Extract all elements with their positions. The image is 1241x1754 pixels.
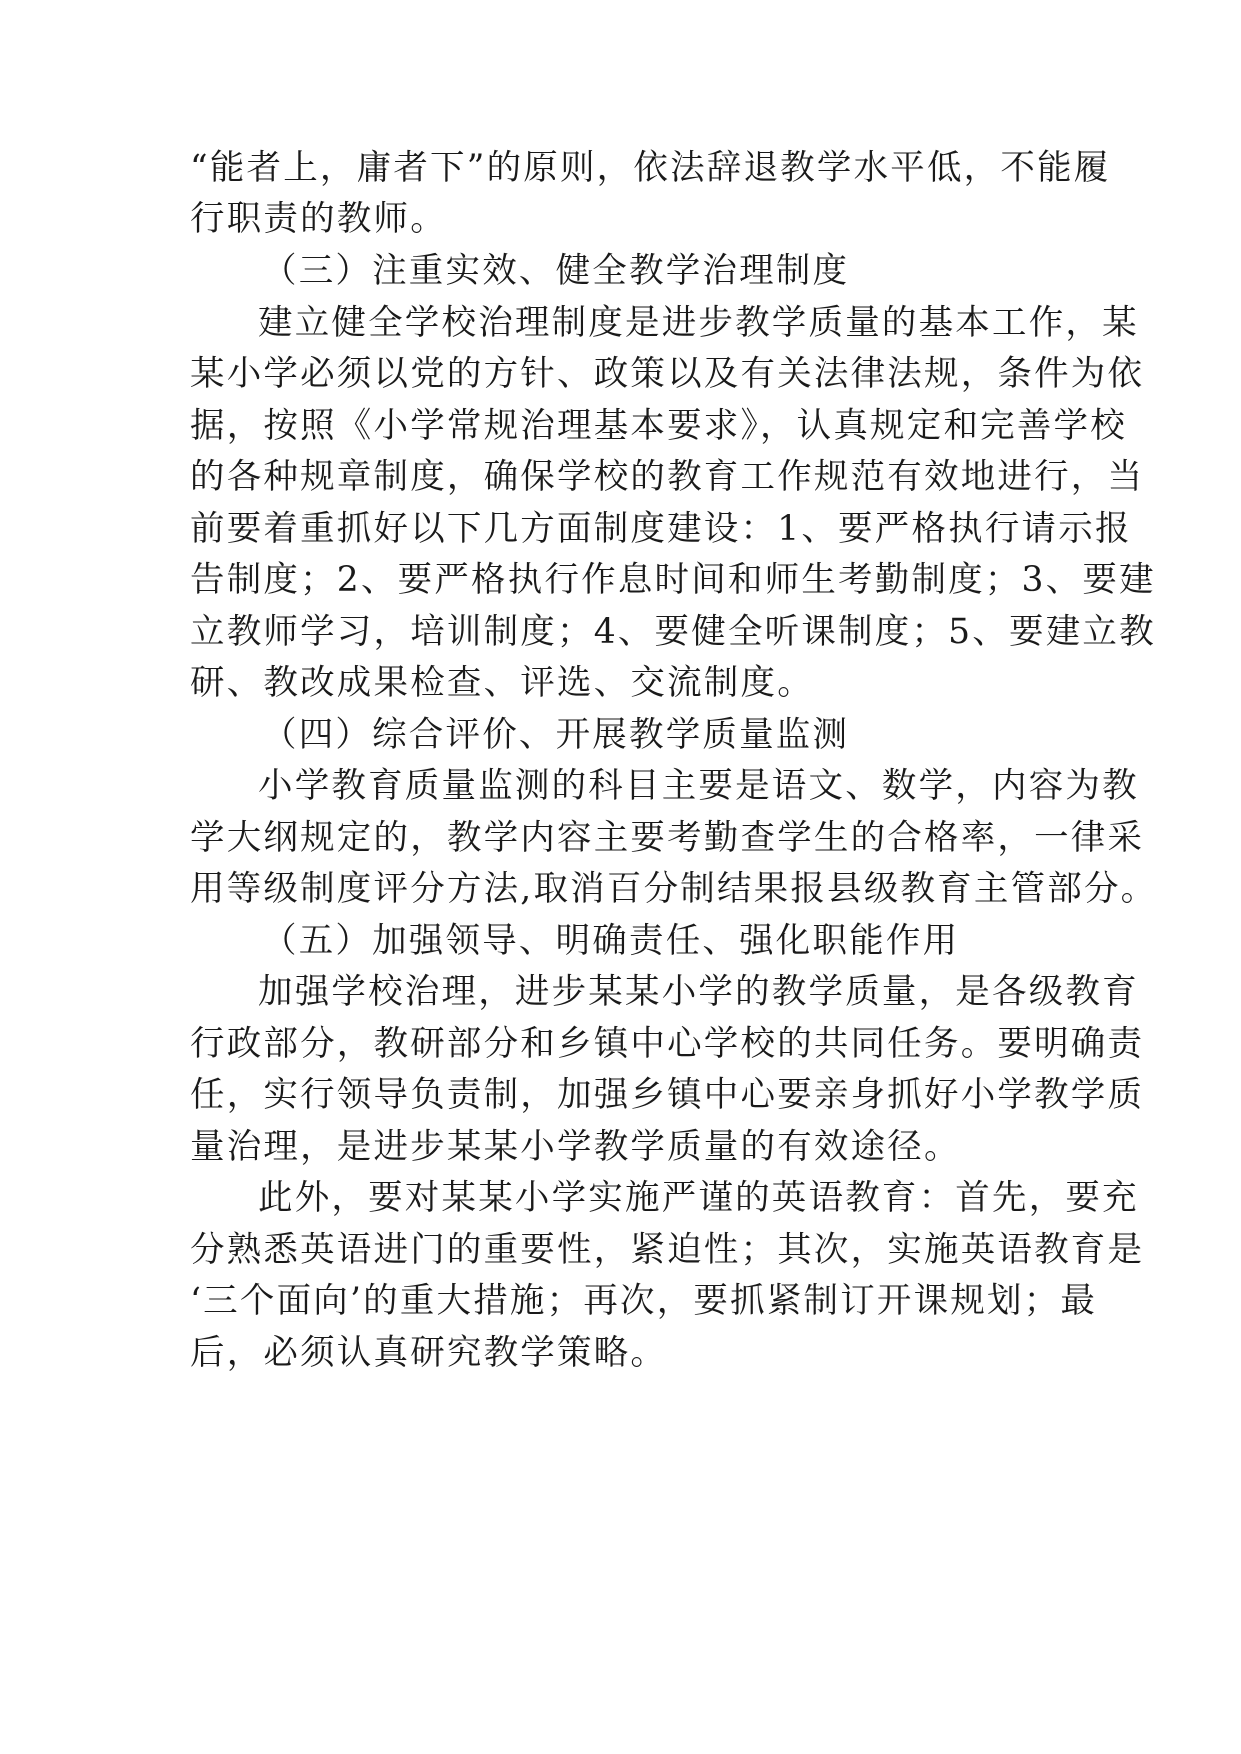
text-line: 用等级制度评分方法,取消百分制结果报县级教育主管部分。 [190,869,1158,909]
text-line: 的各种规章制度，确保学校的教育工作规范有效地进行，当 [190,457,1145,497]
section-heading: （三）注重实效、健全教学治理制度 [262,251,850,291]
text-line: 加强学校治理，进步某某小学的教学质量，是各级教育 [258,972,1139,1012]
text-line: 任，实行领导负责制，加强乡镇中心要亲身抓好小学教学质 [190,1075,1145,1115]
text-line: 立教师学习，培训制度；4、要健全听课制度；5、要建立教 [190,612,1156,652]
text-line: 后，必须认真研究教学策略。 [190,1333,668,1373]
text-line: 分熟悉英语进门的重要性，紧迫性；其次，实施英语教育是 [190,1230,1145,1270]
text-line: 某小学必须以党的方针、政策以及有关法律法规，条件为依 [190,354,1145,394]
text-line: 行职责的教师。 [190,199,447,239]
text-line: “能者上，庸者下”的原则，依法辞退教学水平低，不能履 [190,148,1111,188]
text-line: 行政部分，教研部分和乡镇中心学校的共同任务。要明确责 [190,1024,1145,1064]
text-line: ‘三个面向’的重大措施；再次，要抓紧制订开课规划；最 [190,1281,1098,1321]
text-line: 据，按照《小学常规治理基本要求》，认真规定和完善学校 [190,406,1127,446]
text-line: 研、教改成果检查、评选、交流制度。 [190,663,814,703]
text-line: 前要着重抓好以下几方面制度建设：1、要严格执行请示报 [190,509,1132,549]
text-line: 量治理，是进步某某小学教学质量的有效途径。 [190,1127,961,1167]
text-line: 此外，要对某某小学实施严谨的英语教育：首先，要充 [258,1178,1139,1218]
section-heading: （四）综合评价、开展教学质量监测 [262,715,850,755]
text-line: 建立健全学校治理制度是进步教学质量的基本工作，某 [258,303,1139,343]
section-heading: （五）加强领导、明确责任、强化职能作用 [262,921,960,961]
text-line: 学大纲规定的，教学内容主要考勤查学生的合格率，一律采 [190,818,1145,858]
text-line: 告制度；2、要严格执行作息时间和师生考勤制度；3、要建 [190,560,1156,600]
text-line: 小学教育质量监测的科目主要是语文、数学，内容为教 [258,766,1139,806]
